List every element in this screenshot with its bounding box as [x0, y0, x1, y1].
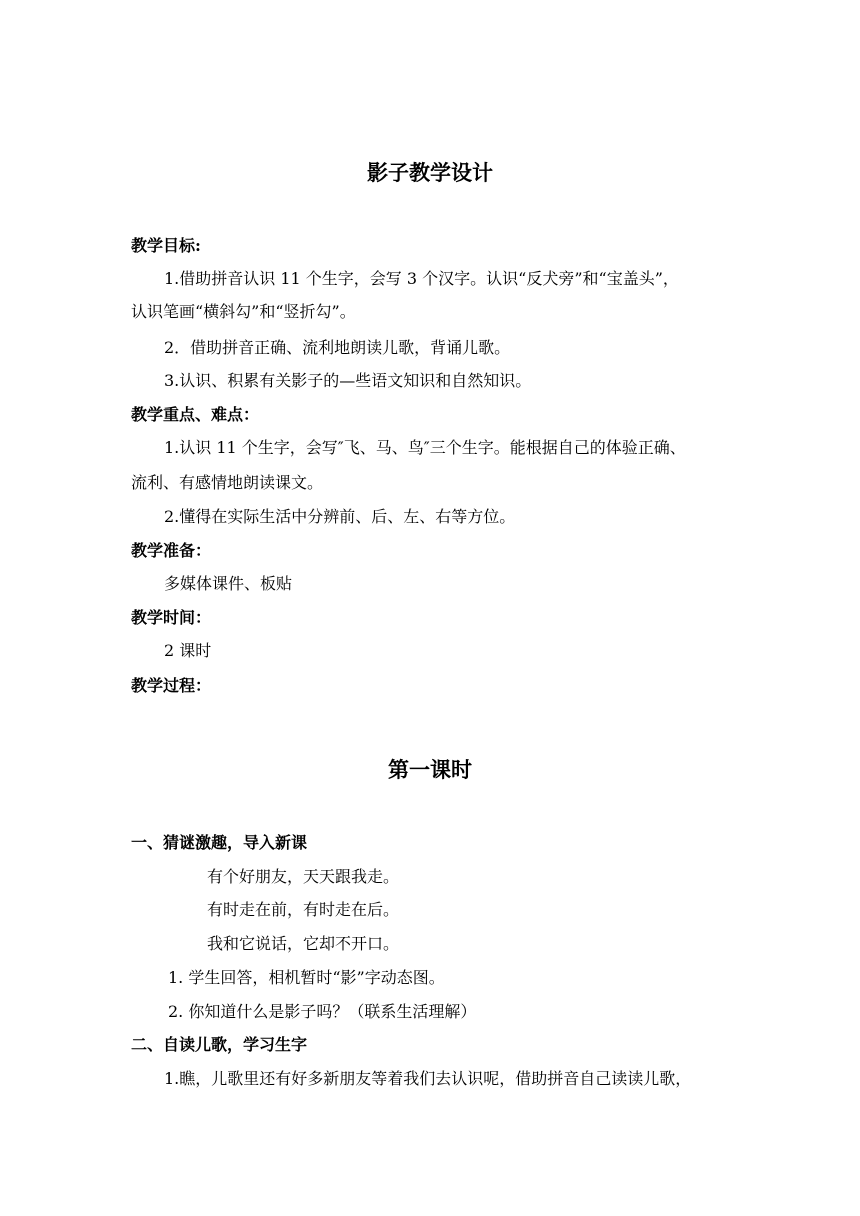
goals-item-1-cont: 认识笔画“横斜勾”和“竖折勾”。: [131, 302, 356, 321]
lesson-1-title: 第一课时: [388, 757, 472, 782]
time-heading: 教学时间：: [131, 608, 212, 627]
goals-item-3: 3.认识、积累有关影子的—些语文知识和自然知识。: [164, 371, 532, 390]
process-heading: 教学过程：: [131, 676, 212, 695]
goals-item-1: 1.借助拼音认识 11 个生字，会写 3 个汉字。认识“反犬旁”和“宝盖头”，: [164, 269, 679, 288]
section-1-item-1: 1. 学生回答，相机暂时“影”字动态图。: [168, 968, 445, 987]
document-title: 影子教学设计: [367, 160, 493, 185]
preparation-heading: 教学准备：: [131, 541, 212, 560]
section-1-item-2: 2. 你知道什么是影子吗？（联系生活理解）: [168, 1002, 477, 1021]
riddle-line-1: 有个好朋友，天天跟我走。: [207, 867, 400, 886]
section-2-text: 1.瞧，儿歌里还有好多新朋友等着我们去认识呢，借助拼音自己读读儿歌，: [164, 1069, 692, 1088]
key-points-item-2: 2.懂得在实际生活中分辨前、后、左、右等方位。: [164, 507, 516, 526]
goals-item-2: 2．借助拼音正确、流利地朗读儿歌，背诵儿歌。: [164, 338, 511, 357]
key-points-item-1: 1.认识 11 个生字，会写″飞、马、鸟″三个生字。能根据自己的体验正确、: [164, 438, 686, 457]
time-text: 2 课时: [164, 641, 212, 660]
riddle-line-3: 我和它说话，它却不开口。: [207, 934, 400, 953]
section-2-heading: 二、自读儿歌，学习生字: [131, 1035, 308, 1054]
key-points-item-1-cont: 流利、有感情地朗读课文。: [131, 473, 324, 492]
goals-heading: 教学目标:: [131, 236, 201, 255]
riddle-line-2: 有时走在前，有时走在后。: [207, 900, 400, 919]
key-points-heading: 教学重点、难点：: [131, 405, 260, 424]
section-1-heading: 一、猜谜激趣，导入新课: [131, 833, 308, 852]
preparation-text: 多媒体课件、板贴: [164, 574, 293, 593]
